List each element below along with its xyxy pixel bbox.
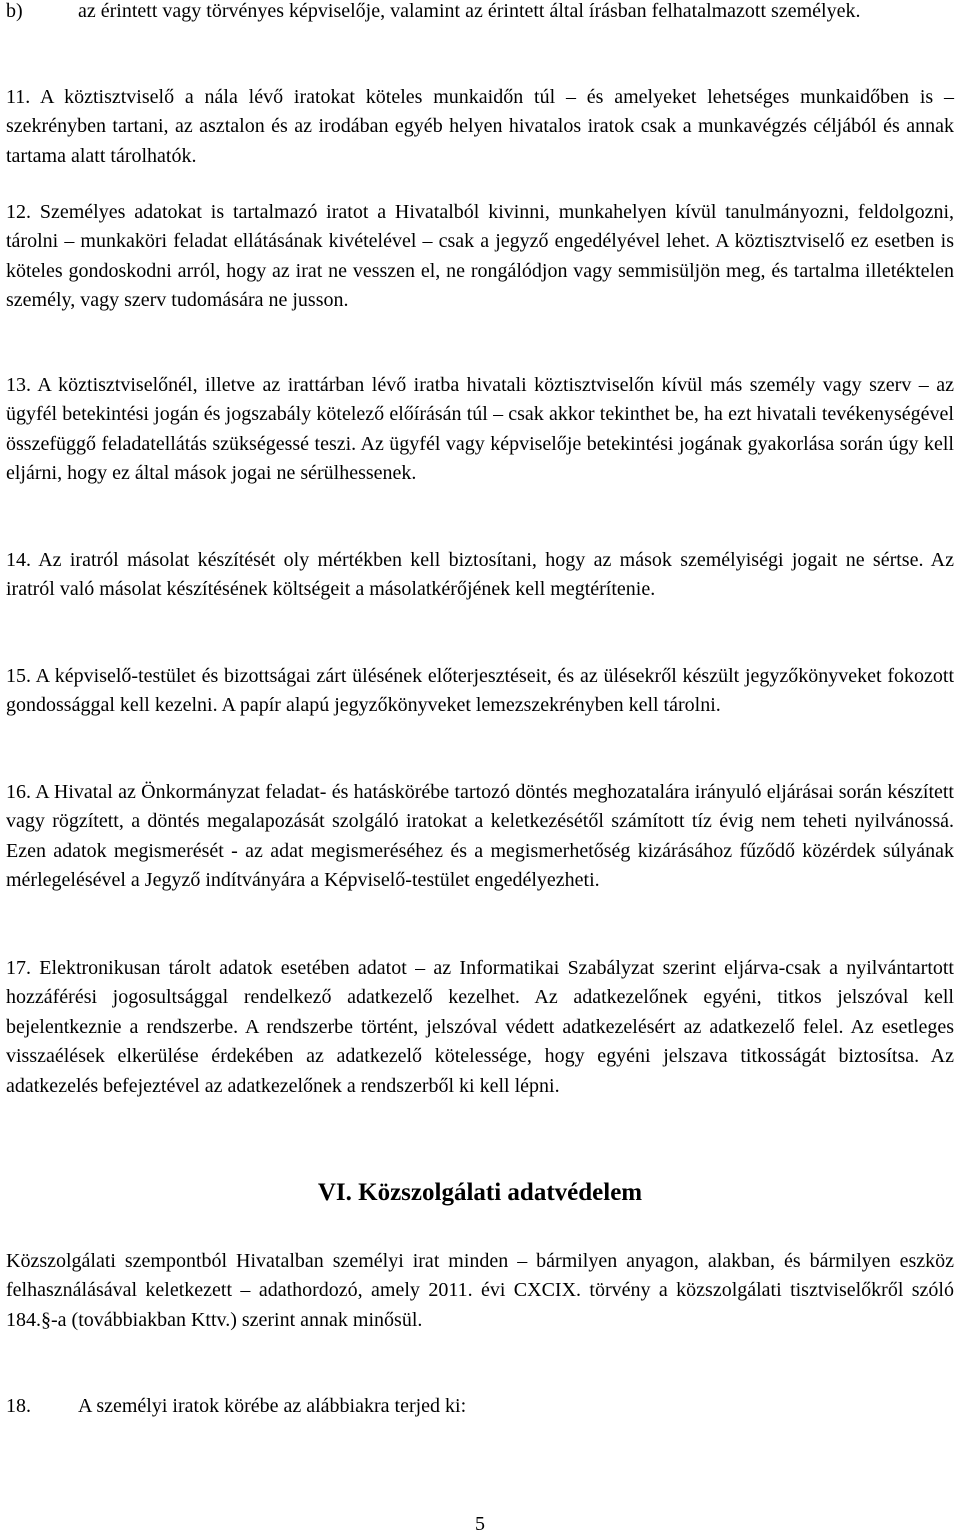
list-item-b	[6, 0, 954, 26]
paragraph-11: 11. A köztisztviselő a nála lévő iratokat köteles munkaidőn túl – és amelyeket lehetséges munkaidőben is – szekrényben tartani, az asztalon és az irodában egyéb helyen hivatalos iratok csak a munkavégzés céljából és annak tartama alatt tárolhatók.	[6, 86, 954, 167]
list-item-18	[6, 1392, 466, 1421]
paragraph-14: 14. Az iratról másolat készítését oly mértékben kell biztosítani, hogy az mások személyiségi jogait ne sértse. Az iratról való másolat készítésének költségeit a másolatkérőjének kell megtérítenie.	[6, 549, 954, 601]
intro-paragraph: Közszolgálati szempontból Hivatalban személyi irat minden – bármilyen anyagon, alakban, és bármilyen eszköz felhasználásával keletkezett – adathordozó, amely 2011. évi CXCIX. törvény a közszolgálati tisztviselőkről szóló 184.§-a (továbbiakban Kttv.) szerint annak minősül.	[6, 1250, 954, 1331]
paragraph-17: 17. Elektronikusan tárolt adatok esetében adatot – az Informatikai Szabályzat szerint eljárva-csak a nyilvántartott hozzáférési jogosultsággal rendelkező adatkezelő kezelhet. Az adatkezelőnek egyéni, titkos jelszóval kell bejelentkeznie a rendszerbe. A rendszerbe történt, jelszóval védett adatkezelésért az adatkezelő felel. Az esetleges visszaélések elkerülése érdekében az adatkezelő kötelessége, hogy egyéni jelszava titkosságát biztosítsa. Az adatkezelés befejeztével az adatkezelőnek a rendszerből ki kell lépni.	[6, 957, 954, 1097]
paragraph-13: 13. A köztisztviselőnél, illetve az irattárban lévő iratba hivatali köztisztviselőn kívül más személy vagy szerv – az ügyfél betekintési jogán és jogszabály kötelező előírásán túl – csak akkor tekinthet be, ha ezt hivatali tevékenységével összefüggő feladatellátás szükségessé teszi. Az ügyfél vagy képviselője betekintési jogának gyakorlása során úgy kell eljárni, hogy ez által mások jogai ne sérülhessenek.	[6, 374, 954, 485]
list-item-number: 18.	[6, 1395, 31, 1417]
paragraph-16: 16. A Hivatal az Önkormányzat feladat- és hatáskörébe tartozó döntés meghozatalára irányuló eljárásai során készített vagy rögzített, a döntés megalapozását szolgáló iratokat a keletkezésétől számított tíz évig nem teheti nyilvánossá. Ezen adatok megismerését - az adat megismeréséhez és a megismerhetőség kizárásához fűződő közérdek súlyának mérlegelésével a Jegyző indítványára a Képviselő-testület engedélyezheti.	[6, 781, 954, 892]
section-heading: VI. Közszolgálati adatvédelem	[317, 1178, 643, 1206]
list-item-text: az érintett vagy törvényes képviselője, valamint az érintett által írásban felhatalmazott személyek.	[78, 0, 861, 22]
paragraph-15: 15. A képviselő-testület és bizottságai zárt ülésének előterjesztéseit, és az ülésekről készült jegyzőkönyveket fokozott gondossággal kell kezelni. A papír alapú jegyzőkönyveket lemezszekrényben kell tárolni.	[6, 665, 954, 717]
list-item-text: A személyi iratok körébe az alábbiakra terjed ki:	[78, 1395, 467, 1417]
page-number: 5	[475, 1513, 485, 1535]
paragraph-12: 12. Személyes adatokat is tartalmazó iratot a Hivatalból kivinni, munkahelyen kívül tanulmányozni, feldolgozni, tárolni – munkaköri feladat ellátásának kivételével – csak a jegyző engedélyével lehet. A köztisztviselő ez esetben is köteles gondoskodni arról, hogy az irat ne vesszen el, ne rongálódjon vagy semmisüljön meg, és tartalma illetéktelen személy, vagy szerv tudomására ne jusson.	[6, 201, 954, 312]
list-item-marker: b)	[6, 0, 23, 22]
